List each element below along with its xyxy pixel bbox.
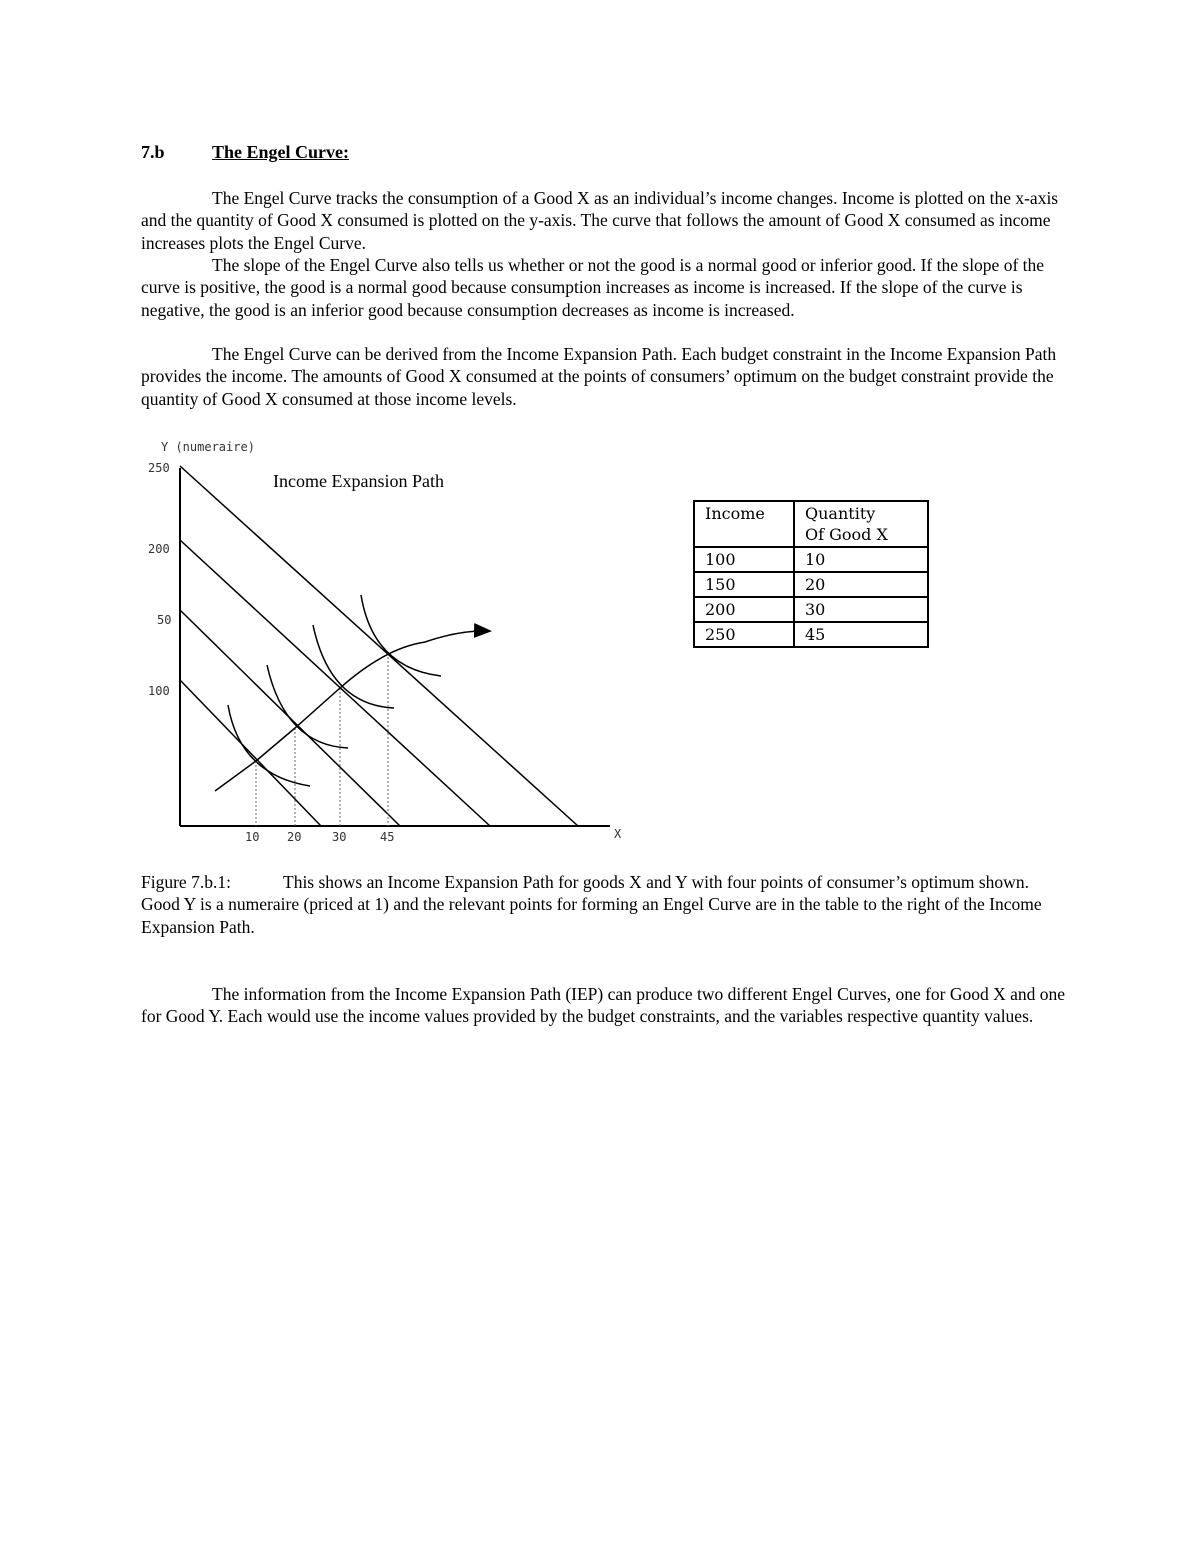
table-header-quantity-line2: Of Good X (805, 525, 888, 544)
figure-caption-label: Figure 7.b.1: (141, 872, 231, 892)
paragraph-2: The slope of the Engel Curve also tells us whether or not the good is a normal good or inferior good. If the slope of the curve is positive, the good is a normal good because consumption increases as income is increased. If the slope of the curve is negative, the good is an inferior good because consumption decreases as income is increased. (141, 255, 1045, 320)
indifference-curve-3 (313, 625, 394, 708)
y-tick-label: 50 (157, 613, 172, 627)
section-title: The Engel Curve: (212, 142, 349, 162)
chart-title: Income Expansion Path (273, 471, 444, 491)
section-number: 7.b (141, 142, 165, 162)
table-row (694, 622, 928, 647)
y-tick-label: 200 (148, 542, 170, 556)
budget-line-100 (180, 680, 321, 826)
table-cell-quantity: 30 (794, 597, 928, 622)
figure-caption-text: This shows an Income Expansion Path for goods X and Y with four points of consumer’s optimum shown. Good Y is a numeraire (priced at 1) and the relevant points for forming an Engel Curve are in the table to the right of the Income Expansion Path. (141, 872, 1042, 937)
table-cell-quantity: 45 (794, 622, 928, 647)
income-expansion-chart (135, 430, 635, 850)
table-cell-income: 200 (694, 597, 794, 622)
section-heading (141, 142, 349, 163)
y-tick-label: 100 (148, 684, 170, 698)
x-tick-label: 10 (245, 830, 260, 844)
paragraph-1: The Engel Curve tracks the consumption of a Good X as an individual’s income changes. Income is plotted on the x-axis and the quantity of Good X consumed is plotted on the y-axis. The curve that follows the amount of Good X consumed as income increases plots the Engel Curve. (141, 188, 1059, 253)
table-cell-quantity: 10 (794, 547, 928, 572)
table-cell-income: 250 (694, 622, 794, 647)
x-tick-label: 30 (332, 830, 347, 844)
figure-caption (141, 871, 1066, 938)
table-header-quantity-line1: Quantity (805, 504, 876, 523)
closing-paragraph: The information from the Income Expansion Path (IEP) can produce two different Engel Curves, one for Good X and one for Good Y. Each would use the income values provided by the budget constraints, and the variables respective quantity values. (141, 984, 1066, 1027)
income-expansion-figure (135, 430, 635, 850)
y-axis-label: Y (numeraire) (161, 440, 255, 454)
x-tick-label: 20 (287, 830, 302, 844)
table-header-income: Income (694, 501, 794, 547)
table-cell-income: 100 (694, 547, 794, 572)
x-axis-label: X (614, 827, 622, 841)
table-row (694, 547, 928, 572)
table-header-row (694, 501, 928, 547)
paragraph-3: The Engel Curve can be derived from the Income Expansion Path. Each budget constraint in the Income Expansion Path provides the income. The amounts of Good X consumed at the points of consumers’ optimum on the budget constraint provide the quantity of Good X consumed at those income levels. (141, 344, 1057, 409)
income-quantity-table (693, 500, 929, 648)
table-cell-quantity: 20 (794, 572, 928, 597)
x-tick-label: 45 (380, 830, 395, 844)
indifference-curve-1 (228, 705, 310, 786)
table-header-quantity (794, 501, 928, 547)
table-row (694, 597, 928, 622)
indifference-curve-4 (361, 595, 441, 676)
y-tick-label: 250 (148, 461, 170, 475)
table-row (694, 572, 928, 597)
table-cell-income: 150 (694, 572, 794, 597)
